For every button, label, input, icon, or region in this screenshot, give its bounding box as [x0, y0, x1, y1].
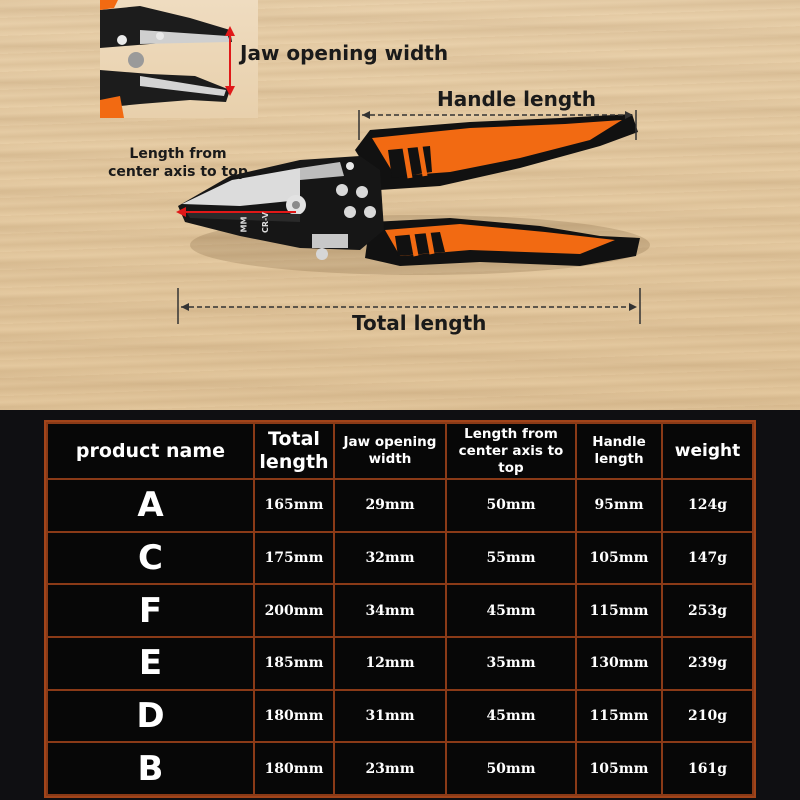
jaw-opening-cell: 34mm	[334, 584, 446, 637]
total-length-cell: 165mm	[254, 479, 334, 532]
handle-length-cell: 115mm	[576, 584, 662, 637]
product-name-cell: F	[47, 584, 254, 637]
center-axis-cell: 50mm	[446, 742, 576, 795]
table-row	[47, 690, 753, 743]
jaw-opening-annotation: Jaw opening width	[240, 41, 449, 65]
product-name-cell: B	[47, 742, 254, 795]
center-axis-cell: 55mm	[446, 532, 576, 585]
weight-cell: 147g	[662, 532, 753, 585]
weight-cell: 239g	[662, 637, 753, 690]
product-name-cell: E	[47, 637, 254, 690]
table-row	[47, 742, 753, 795]
center-axis-cell: 50mm	[446, 479, 576, 532]
unit-marking: MM	[239, 216, 249, 233]
handle-length-cell: 95mm	[576, 479, 662, 532]
header-center-axis: Length from center axis to top	[446, 423, 576, 479]
handle-length-cell: 105mm	[576, 742, 662, 795]
jaw-opening-cell: 23mm	[334, 742, 446, 795]
jaw-opening-cell: 29mm	[334, 479, 446, 532]
jaw-opening-cell: 12mm	[334, 637, 446, 690]
total-length-cell: 180mm	[254, 742, 334, 795]
total-length-cell: 175mm	[254, 532, 334, 585]
product-name-cell: C	[47, 532, 254, 585]
table-row	[47, 479, 753, 532]
total-length-cell: 200mm	[254, 584, 334, 637]
table-row	[47, 532, 753, 585]
jaw-opening-cell: 32mm	[334, 532, 446, 585]
center-axis-annotation: Length from center axis to top	[108, 146, 248, 180]
handle-length-annotation: Handle length	[437, 87, 596, 111]
weight-cell: 124g	[662, 479, 753, 532]
spec-table	[44, 420, 756, 798]
spec-table-grid	[46, 422, 754, 796]
header-jaw-opening: Jaw opening width	[334, 423, 446, 479]
center-axis-cell: 45mm	[446, 584, 576, 637]
header-total-length: Total length	[254, 423, 334, 479]
header-weight: weight	[662, 423, 753, 479]
table-row	[47, 637, 753, 690]
handle-length-cell: 130mm	[576, 637, 662, 690]
center-axis-cell: 45mm	[446, 690, 576, 743]
steel-marking: CR-V	[260, 212, 270, 233]
jaw-opening-cell: 31mm	[334, 690, 446, 743]
product-name-cell: A	[47, 479, 254, 532]
table-row	[47, 584, 753, 637]
total-length-cell: 180mm	[254, 690, 334, 743]
header-product-name: product name	[47, 423, 254, 479]
table-header-row	[47, 423, 753, 479]
weight-cell: 253g	[662, 584, 753, 637]
weight-cell: 210g	[662, 690, 753, 743]
total-length-cell: 185mm	[254, 637, 334, 690]
total-length-annotation: Total length	[352, 311, 487, 335]
handle-length-cell: 105mm	[576, 532, 662, 585]
center-axis-cell: 35mm	[446, 637, 576, 690]
handle-length-cell: 115mm	[576, 690, 662, 743]
product-name-cell: D	[47, 690, 254, 743]
header-handle-length: Handle length	[576, 423, 662, 479]
weight-cell: 161g	[662, 742, 753, 795]
